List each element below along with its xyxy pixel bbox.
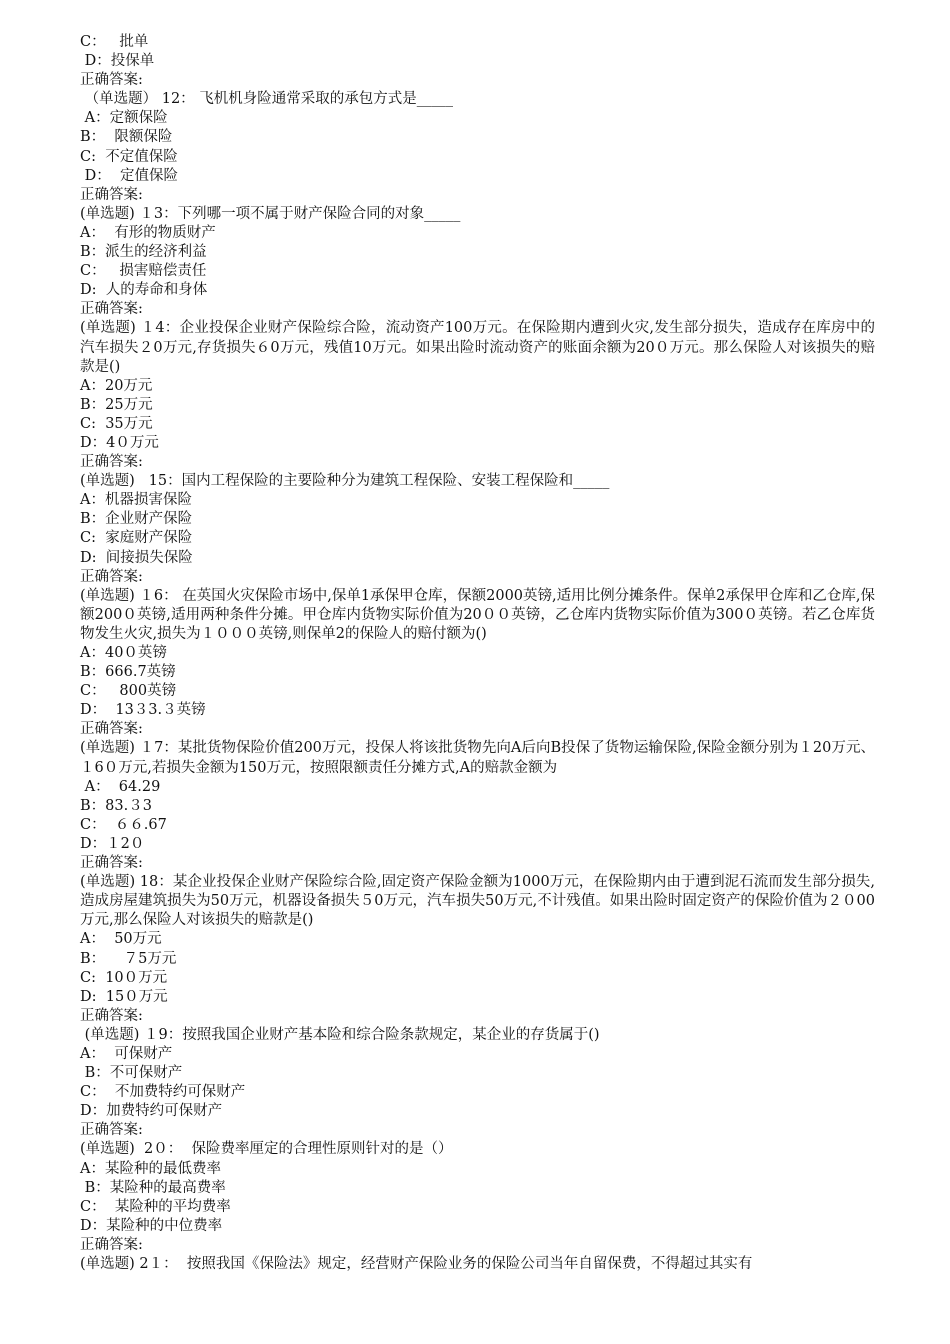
question-16-option-d: D： 13３3.３英镑 (80, 702, 206, 719)
option-c-text: C： 批单 (80, 34, 149, 50)
question-18: (单选题) 18：某企业投保企业财产保险综合险,固定资产保险金额为1000万元，在保险期内由于遭到泥石流而发生部分损失,造成房屋建筑损失为50万元，机器设备损失５0万元，汽车损失50万元,不计残值。如果出险时固定资产的保险价值为２０00万元,那么保险人对该损失的赔款是() (80, 874, 875, 929)
question-12-option-a: A：定额保险 (80, 110, 168, 127)
question-14: (单选题) １4：企业投保企业财产保险综合险，流动资产100万元。在保险期内遭到火灾,发生部分损失，造成存在库房中的汽车损失２0万元,存货损失６0万元，残值10万元。如果出险时流动资产的账面余额为20０万元。那么保险人对该损失的赔款是() (80, 320, 875, 375)
question-14-option-a: A：20万元 (80, 377, 153, 394)
question-13-answer-label: 正确答案: (80, 301, 143, 318)
question-17-option-d: D：１2０ (80, 835, 145, 852)
question-18-option-b: B： ７5万元 (80, 950, 177, 967)
question-12-option-c: C: 不定值保险 (80, 148, 178, 165)
question-18-option-a: A： 50万元 (80, 931, 162, 948)
question-14-option-b: B：25万元 (80, 396, 153, 413)
question-15-option-b: B：企业财产保险 (80, 511, 193, 528)
question-20-option-c: C： 某险种的平均费率 (80, 1198, 231, 1215)
question-19-option-a: A： 可保财产 (80, 1045, 173, 1062)
question-13-option-c: C： 损害赔偿责任 (80, 263, 207, 280)
option-d-text: D：投保单 (80, 53, 155, 70)
question-15-option-a: A：机器损害保险 (80, 492, 192, 509)
question-17: (单选题) １7：某批货物保险价值200万元，投保人将该批货物先向A后向B投保了货物运输保险,保险金额分别为１20万元、１6０万元,若损失金额为150万元，按照限额责任分摊方式,A的赔款金额为 (80, 740, 875, 776)
question-19: (单选题) １9：按照我国企业财产基本险和综合险条款规定，某企业的存货属于() (80, 1026, 600, 1043)
answer-label: 正确答案: (80, 72, 143, 89)
question-12: （单选题） 12： 飞机机身险通常采取的承包方式是_____ (80, 91, 454, 108)
question-16-answer-label: 正确答案: (80, 721, 143, 738)
question-15-option-d: D: 间接损失保险 (80, 549, 193, 566)
question-20-option-a: A：某险种的最低费率 (80, 1160, 221, 1177)
question-16-option-c: C： 800英镑 (80, 683, 177, 700)
question-17-option-b: B：83.３3 (80, 797, 152, 814)
question-18-answer-label: 正确答案: (80, 1007, 143, 1024)
question-19-answer-label: 正确答案: (80, 1122, 143, 1139)
question-18-option-c: C: 10０万元 (80, 969, 168, 986)
question-14-option-d: D：4０万元 (80, 434, 159, 451)
question-12-option-d: D： 定值保险 (80, 167, 178, 184)
question-13: (单选题) １3：下列哪一项不属于财产保险合同的对象_____ (80, 205, 461, 222)
question-14-option-c: C: 35万元 (80, 415, 153, 432)
question-15-answer-label: 正确答案: (80, 568, 143, 585)
question-20-option-b: B：某险种的最高费率 (80, 1179, 226, 1196)
question-19-option-d: D：加费特约可保财产 (80, 1103, 223, 1120)
question-17-option-a: A： 64.29 (80, 778, 161, 795)
question-12-answer-label: 正确答案: (80, 186, 143, 203)
question-19-option-b: B：不可保财产 (80, 1065, 183, 1082)
question-13-option-b: B：派生的经济利益 (80, 244, 207, 261)
question-13-option-a: A： 有形的物质财产 (80, 224, 216, 241)
question-21: (单选题) 2１： 按照我国《保险法》规定，经营财产保险业务的保险公司当年自留保费，不得超过其实有 (80, 1256, 753, 1272)
question-16-option-a: A：40０英镑 (80, 645, 167, 661)
question-12-option-b: B： 限额保险 (80, 129, 173, 146)
question-14-answer-label: 正确答案: (80, 454, 143, 471)
question-18-option-d: D: 15０万元 (80, 988, 168, 1005)
question-20: (单选题) 2０： 保险费率厘定的合理性原则针对的是（） (80, 1141, 453, 1158)
question-20-answer-label: 正确答案: (80, 1236, 143, 1253)
question-17-option-c: C： ６６.67 (80, 816, 167, 833)
question-15: (单选题) 15：国内工程保险的主要险种分为建筑工程保险、安装工程保险和_____ (80, 473, 610, 490)
question-16: (单选题) １6： 在英国火灾保险市场中,保单1承保甲仓库，保额2000英镑,适用比例分摊条件。保单2承保甲仓库和乙仓库,保额200０英镑,适用两种条件分摊。甲仓库内货物实际价值为20００英镑，乙仓库内货物实际价值为300０英镑。若乙仓库货物发生火灾,损失为１０００英镑,则保单2的保险人的赔付额为() (80, 587, 875, 642)
question-13-option-d: D: 人的寿命和身体 (80, 282, 208, 299)
question-15-option-c: C: 家庭财产保险 (80, 530, 193, 547)
question-17-answer-label: 正确答案: (80, 855, 143, 872)
question-16-option-b: B：666.7英镑 (80, 664, 176, 681)
document-page (80, 33, 875, 1274)
question-19-option-c: C： 不加费特约可保财产 (80, 1084, 246, 1101)
question-20-option-d: D：某险种的中位费率 (80, 1217, 223, 1234)
